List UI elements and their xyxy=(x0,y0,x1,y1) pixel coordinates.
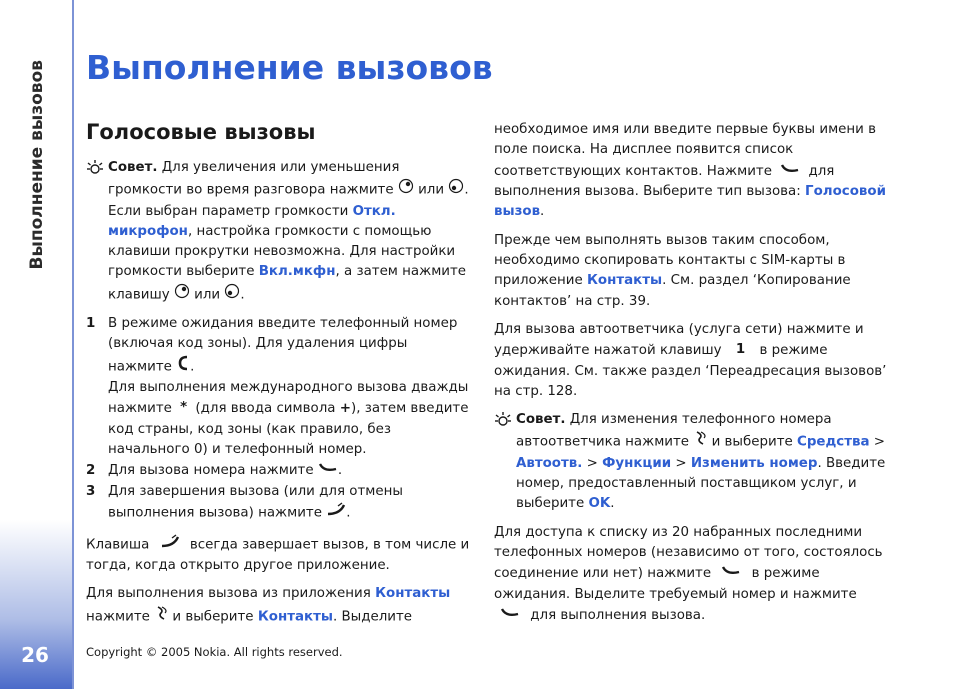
menu-path-tools: Средства xyxy=(797,435,870,451)
step-1: 1 В режиме ожидания введите телефонный номер (включая код зоны). Для удаления цифры нажмите . xyxy=(108,314,471,378)
volume-down-icon xyxy=(448,178,464,201)
call-key-icon xyxy=(318,460,338,480)
menu-key-icon xyxy=(693,430,707,453)
copyright-footer: Copyright © 2005 Nokia. All rights reserved. xyxy=(86,645,343,659)
tip-text: Совет. Для увеличения или уменьшения громкости во время разговора нажмите или . Если выбран параметр громкости Откл. микрофон, настройка громкости с помощью клавиши прокрутки невозможна. Для настройки громкости выберите Вкл.мкфн, а затем нажмите клавишу или . xyxy=(108,158,471,306)
call-key-icon xyxy=(776,161,804,181)
section-title-text: Выполнение вызовов xyxy=(27,60,47,270)
step-2: 2 Для вызова номера нажмите . xyxy=(108,460,471,481)
menu-path-change-number: Изменить номер xyxy=(690,455,818,471)
tip-block xyxy=(86,158,471,306)
volume-up-icon xyxy=(174,283,190,306)
volume-up-icon xyxy=(398,178,414,201)
voice-call-option: Голосовой вызов xyxy=(494,184,886,220)
menu-key-icon xyxy=(154,605,168,628)
search-paragraph: необходимое имя или введите первые буквы имени в поле поиска. На дисплее появится список соответствующих контактов. Нажмите для выполнения вызова. Выберите тип вызова: Голосовой вызов. xyxy=(494,122,886,220)
step-1-continued: Для выполнения международного вызова дважды нажмите * (для ввода символа +), затем введите код страны, код зоны (как правило, без начального 0) и телефонный номер. xyxy=(108,379,469,458)
tip-block xyxy=(494,410,889,514)
contacts-app-link: Контакты xyxy=(375,586,451,602)
section-heading: Голосовые вызовы xyxy=(86,120,316,144)
ok-option: OK xyxy=(588,496,611,512)
menu-option-unmute: Вкл.мкфн xyxy=(258,264,336,280)
step-list xyxy=(86,314,471,524)
left-column xyxy=(86,158,471,628)
menu-path-voicemail: Автоотв. xyxy=(516,455,583,471)
tip-icon xyxy=(86,159,104,184)
recent-calls-paragraph: Для доступа к списку из 20 набранных последними телефонных номеров (независимо от того, состоялось соединение или нет) нажмите в режиме ожидания. Выделите требуемый номер и нажмите для выполнения вызова. xyxy=(494,523,889,627)
call-key-icon xyxy=(494,605,526,625)
sim-copy-paragraph: Прежде чем выполнять вызов таким способом, необходимо скопировать контакты с SIM-карты в приложение Контакты. См. раздел ‘Копирование контактов’ на стр. 39. xyxy=(494,232,851,309)
contacts-app-link: Контакты xyxy=(586,273,663,289)
page-title: Выполнение вызовов xyxy=(86,48,493,87)
right-column xyxy=(494,120,889,626)
clear-key-icon xyxy=(176,355,190,378)
menu-path-options: Функции xyxy=(602,455,672,471)
volume-down-icon xyxy=(224,283,240,306)
end-key-icon xyxy=(326,502,346,523)
call-key-icon xyxy=(715,563,747,583)
page-number: 26 xyxy=(21,643,49,667)
tip-text: Совет. Для изменения телефонного номера автоответчика нажмите и выберите Средства > Автоотв. > Функции > Изменить номер. Введите номер, предоставленный поставщиком услуг, и выберите OK. xyxy=(516,412,886,512)
end-key-icon xyxy=(154,534,186,555)
tip-icon xyxy=(494,411,512,436)
contacts-paragraph: Для выполнения вызова из приложения Контакты нажмите и выберите Контакты. Выделите xyxy=(86,584,471,628)
star-key-icon: * xyxy=(180,400,188,416)
one-key-icon: 1 xyxy=(735,342,746,358)
contacts-option-link: Контакты xyxy=(257,609,333,625)
section-title-vertical xyxy=(22,50,52,280)
end-key-paragraph: Клавиша всегда завершает вызов, в том числе и тогда, когда открыто другое приложение. xyxy=(86,534,471,576)
voicemail-paragraph: Для вызова автоответчика (услуга сети) нажмите и удерживайте нажатой клавишу 1 в режиме ожидания. См. также раздел ‘Переадресация вызовов’ на стр. 128. xyxy=(494,321,887,399)
menu-option-mute: Откл. микрофон xyxy=(108,203,396,239)
sidebar-divider xyxy=(72,0,74,689)
step-3: 3 Для завершения вызова (или для отмены выполнения вызова) нажмите . xyxy=(108,482,471,524)
